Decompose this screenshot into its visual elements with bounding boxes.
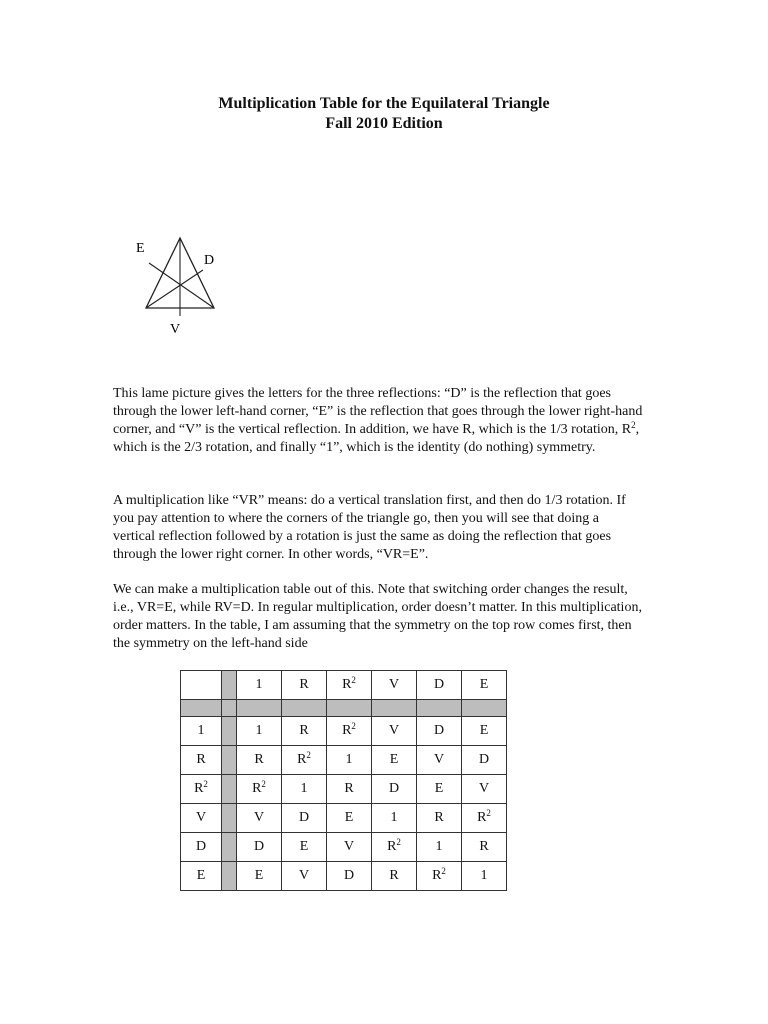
product-cell [327, 775, 372, 804]
cell-symbol: R [299, 677, 309, 692]
product-cell [417, 862, 462, 891]
paragraph-1-text-a: This lame picture gives the letters for the three reflections: “D” is the reflection that goes through the lower left-hand corner, “E” is the reflection that goes through the lower right-hand corner, and “V” is the vertical reflection. In addition, we have R, which is the 1/3 rotation, R [113, 386, 643, 437]
cell-symbol: D [298, 810, 310, 825]
product-cell [282, 775, 327, 804]
cell-symbol: V [388, 723, 400, 738]
product-cell [237, 804, 282, 833]
table-row [181, 775, 507, 804]
product-cell [372, 804, 417, 833]
cell-symbol: V [433, 752, 445, 767]
cell-exponent: 2 [306, 750, 311, 760]
triangle-figure [128, 232, 228, 342]
product-cell [327, 833, 372, 862]
cell-symbol: R [387, 839, 397, 854]
separator-cell [417, 700, 462, 717]
cell-symbol: E [344, 810, 354, 825]
product-cell [282, 746, 327, 775]
product-cell [282, 717, 327, 746]
cell-symbol: E [299, 839, 309, 854]
separator-cell [222, 862, 237, 891]
product-cell [327, 804, 372, 833]
cell-symbol: V [343, 839, 355, 854]
cell-symbol: 1 [480, 868, 488, 883]
product-cell [417, 717, 462, 746]
cell-symbol: R [344, 781, 354, 796]
separator-cell [222, 804, 237, 833]
table-row [181, 833, 507, 862]
row-header-cell [181, 717, 222, 746]
separator-cell [462, 700, 507, 717]
cell-exponent: 2 [441, 866, 446, 876]
product-cell [372, 862, 417, 891]
cell-symbol: 1 [390, 810, 398, 825]
paragraph-1-text-b: , which is the 2/3 rotation, and finally “1”, which is the identity (do nothing) symmetry. [113, 422, 640, 455]
cell-symbol: V [298, 868, 310, 883]
product-cell [462, 775, 507, 804]
cell-exponent: 2 [351, 721, 356, 731]
cell-symbol: 1 [255, 677, 263, 692]
table-row [181, 746, 507, 775]
multiplication-table [180, 670, 507, 891]
cell-symbol: 1 [300, 781, 308, 796]
separator-cell [372, 700, 417, 717]
column-header-cell [372, 671, 417, 700]
product-cell [462, 746, 507, 775]
product-cell [372, 775, 417, 804]
cell-symbol: V [388, 677, 400, 692]
separator-cell [222, 833, 237, 862]
cell-symbol: 1 [435, 839, 443, 854]
product-cell [237, 833, 282, 862]
product-cell [417, 804, 462, 833]
row-header-cell [181, 775, 222, 804]
product-cell [462, 833, 507, 862]
product-cell [327, 717, 372, 746]
superscript: 2 [631, 420, 636, 430]
product-cell [237, 775, 282, 804]
separator-cell [327, 700, 372, 717]
product-cell [372, 746, 417, 775]
table-row [181, 862, 507, 891]
product-cell [237, 717, 282, 746]
separator-cell [282, 700, 327, 717]
product-cell [417, 746, 462, 775]
cell-symbol: D [433, 723, 445, 738]
label-d: D [204, 253, 215, 268]
cell-symbol: D [478, 752, 490, 767]
product-cell [372, 717, 417, 746]
table-row [181, 804, 507, 833]
cell-symbol: R [434, 810, 444, 825]
product-cell [237, 746, 282, 775]
cell-symbol: R [194, 781, 204, 796]
product-cell [327, 746, 372, 775]
separator-row [181, 700, 507, 717]
cell-exponent: 2 [396, 837, 401, 847]
product-cell [282, 833, 327, 862]
product-cell [237, 862, 282, 891]
product-cell [462, 804, 507, 833]
separator-cell [222, 671, 237, 700]
row-header-cell [181, 833, 222, 862]
product-cell [282, 804, 327, 833]
cell-symbol: R [342, 723, 352, 738]
separator-cell [222, 717, 237, 746]
cell-symbol: 1 [345, 752, 353, 767]
cell-symbol: R [254, 752, 264, 767]
cell-symbol: R [342, 677, 352, 692]
cell-symbol: 1 [255, 723, 263, 738]
cell-exponent: 2 [351, 675, 356, 685]
table-header-row [181, 671, 507, 700]
cell-symbol: E [389, 752, 399, 767]
corner-cell [181, 671, 222, 700]
product-cell [327, 862, 372, 891]
cell-symbol: D [433, 677, 445, 692]
label-v: V [170, 322, 181, 337]
cell-symbol: 1 [197, 723, 205, 738]
cell-symbol: E [434, 781, 444, 796]
cell-symbol: R [432, 868, 442, 883]
cell-symbol: E [196, 868, 206, 883]
cell-symbol: V [195, 810, 207, 825]
cell-exponent: 2 [486, 808, 491, 818]
reflection-line-e [149, 263, 214, 308]
title-line-2: Fall 2010 Edition [325, 115, 443, 132]
cell-symbol: D [195, 839, 207, 854]
cell-symbol: R [196, 752, 206, 767]
paragraph-table-intro: We can make a multiplication table out of this. Note that switching order changes the result, i.e., VR=E, while RV=D. In regular multiplication, order doesn’t matter. In this multiplication, order matters. In the table, I am assuming that the symmetry on the top row comes first, then the symmetry on the left-hand side [113, 582, 642, 651]
column-header-cell [327, 671, 372, 700]
cell-symbol: R [389, 868, 399, 883]
cell-symbol: E [254, 868, 264, 883]
cell-symbol: V [478, 781, 490, 796]
cell-symbol: R [297, 752, 307, 767]
column-header-cell [237, 671, 282, 700]
cell-symbol: D [343, 868, 355, 883]
separator-cell [181, 700, 222, 717]
product-cell [417, 833, 462, 862]
paragraph-multiplication: A multiplication like “VR” means: do a vertical translation first, and then do 1/3 rotation. If you pay attention to where the corners of the triangle go, then you will see that doing a vertical reflection followed by a rotation is just the same as doing the reflection that goes through the lower right corner. In other words, “VR=E”. [113, 493, 626, 562]
title-line-1: Multiplication Table for the Equilateral Triangle [218, 95, 550, 112]
cell-symbol: R [299, 723, 309, 738]
separator-cell [222, 775, 237, 804]
product-cell [282, 862, 327, 891]
row-header-cell [181, 746, 222, 775]
row-header-cell [181, 862, 222, 891]
cell-symbol: E [479, 677, 489, 692]
column-header-cell [282, 671, 327, 700]
label-e: E [136, 241, 145, 256]
separator-cell [237, 700, 282, 717]
table-row [181, 717, 507, 746]
product-cell [462, 717, 507, 746]
separator-cell [222, 746, 237, 775]
column-header-cell [462, 671, 507, 700]
cell-symbol: R [252, 781, 262, 796]
cell-exponent: 2 [261, 779, 266, 789]
product-cell [372, 833, 417, 862]
cell-exponent: 2 [203, 779, 208, 789]
cell-symbol: R [479, 839, 489, 854]
cell-symbol: D [253, 839, 265, 854]
paragraph-reflections [113, 385, 643, 457]
document-title [0, 94, 768, 134]
cell-symbol: R [477, 810, 487, 825]
cell-symbol: D [388, 781, 400, 796]
product-cell [462, 862, 507, 891]
cell-symbol: V [253, 810, 265, 825]
product-cell [417, 775, 462, 804]
cell-symbol: E [479, 723, 489, 738]
row-header-cell [181, 804, 222, 833]
separator-cell [222, 700, 237, 717]
column-header-cell [417, 671, 462, 700]
